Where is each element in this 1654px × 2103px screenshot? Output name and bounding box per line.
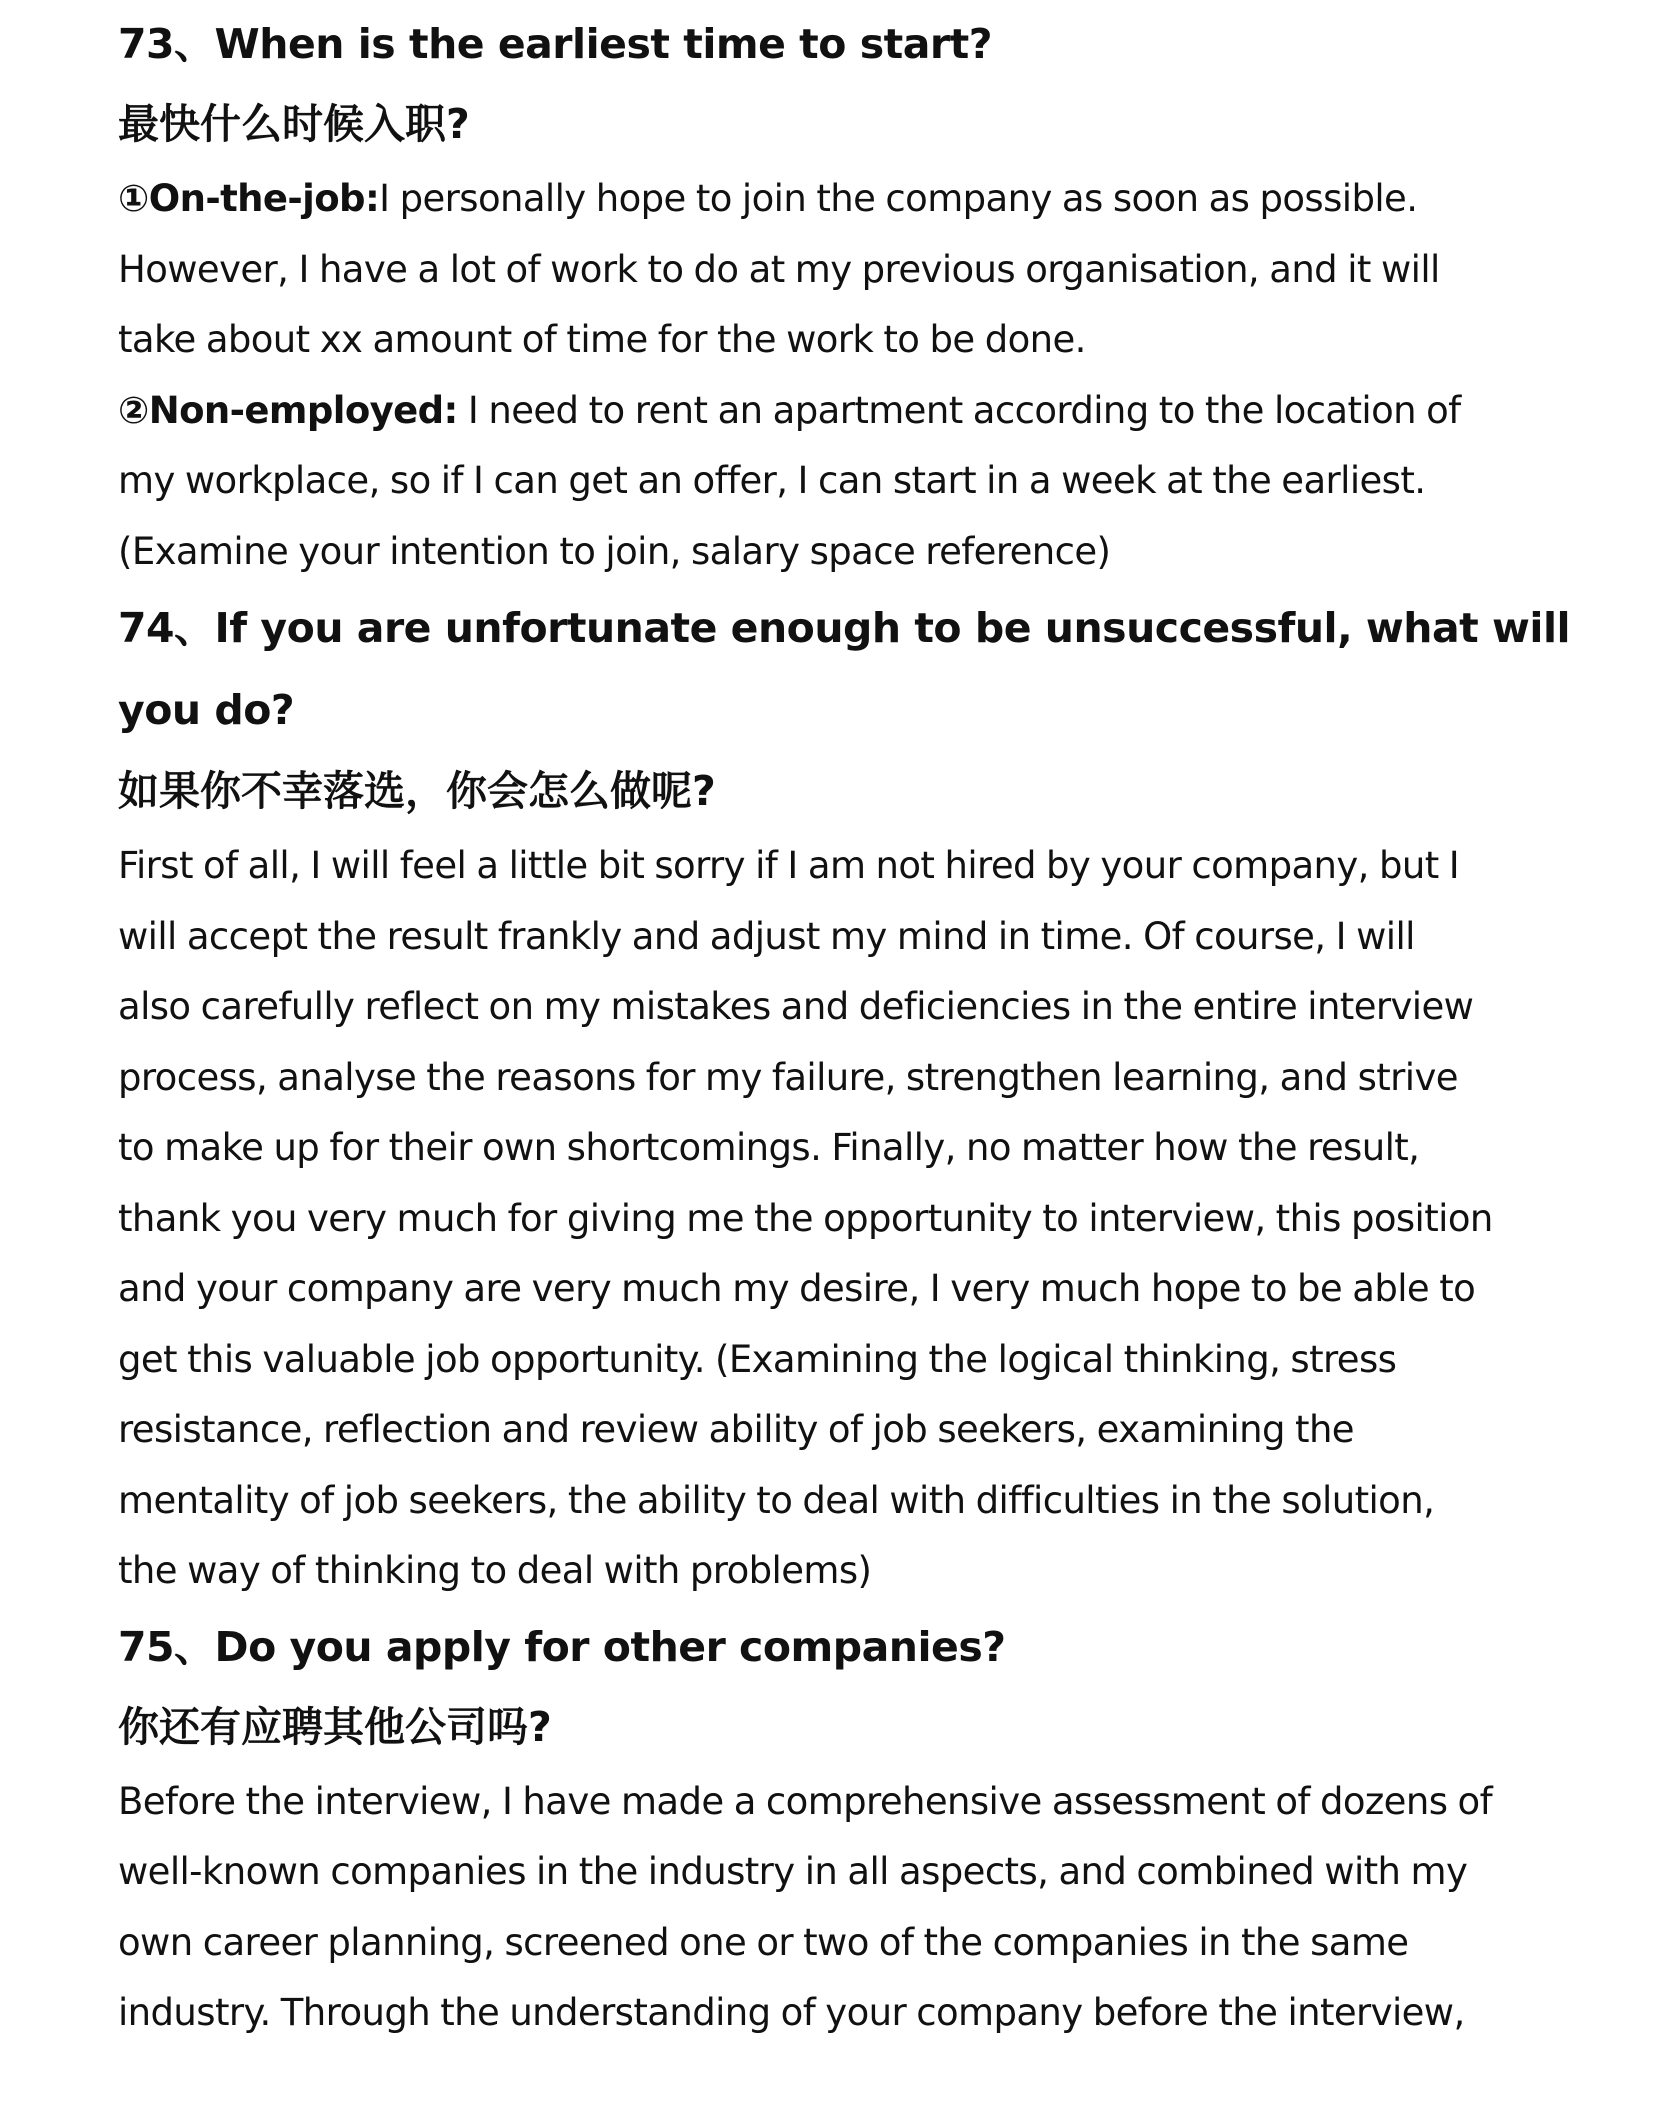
title-line: 74、If you are unfortunate enough to be unsuccessful, what will	[118, 604, 1571, 652]
answer-line: However, I have a lot of work to do at my previous organisation, and it will	[118, 247, 1440, 291]
answer-line: ②Non-employed: I need to rent an apartment according to the location of	[118, 388, 1461, 432]
answer-line: (Examine your intention to join, salary space reference)	[118, 529, 1111, 573]
question-title: 75、Do you apply for other companies?	[118, 1622, 1006, 1671]
answer-line: resistance, reflection and review ability of job seekers, examining the	[118, 1408, 1354, 1451]
answer-on-the-job	[118, 164, 1558, 376]
answer-line: mentality of job seekers, the ability to deal with difficulties in the solution,	[118, 1478, 1435, 1522]
answer-line: get this valuable job opportunity. (Examining the logical thinking, stress	[118, 1337, 1397, 1381]
answer-non-employed	[118, 376, 1558, 588]
answer-line: thank you very much for giving me the opportunity to interview, this position	[118, 1196, 1493, 1240]
answer-line: First of all, I will feel a little bit sorry if I am not hired by your company, but I	[118, 844, 1460, 887]
answer-label: ①On-the-job:	[118, 177, 380, 220]
question-74	[118, 587, 1571, 1607]
answer-line: process, analyse the reasons for my failure, strengthen learning, and strive	[118, 1055, 1458, 1099]
answer-line: my workplace, so if I can get an offer, I can start in a week at the earliest.	[118, 459, 1426, 502]
question-75	[118, 1607, 1558, 2049]
answer-label: ②Non-employed:	[118, 388, 458, 432]
question-title-chinese: 如果你不幸落选，你会怎么做呢?	[118, 767, 716, 815]
question-title: 73、When is the earliest time to start?	[118, 20, 992, 68]
question-title-chinese: 你还有应聘其他公司吗?	[118, 1702, 552, 1751]
answer-line: also carefully reflect on my mistakes and deficiencies in the entire interview	[118, 985, 1474, 1028]
answer-line: well-known companies in the industry in all aspects, and combined with my	[118, 1850, 1468, 1893]
answer-line: ①On-the-job:I personally hope to join the company as soon as possible.	[118, 177, 1418, 220]
answer-line: own career planning, screened one or two of the companies in the same	[118, 1920, 1409, 1964]
title-line: you do?	[118, 686, 295, 734]
question-title	[118, 587, 1571, 751]
answer-body	[118, 1767, 1558, 2049]
answer-line: the way of thinking to deal with problems)	[118, 1549, 872, 1592]
answer-line: industry. Through the understanding of your company before the interview,	[118, 1991, 1465, 2034]
question-73	[118, 4, 1558, 587]
answer-line: Before the interview, I have made a comprehensive assessment of dozens of	[118, 1779, 1493, 1823]
answer-line: to make up for their own shortcomings. Finally, no matter how the result,	[118, 1126, 1420, 1169]
answer-line: take about xx amount of time for the work to be done.	[118, 318, 1086, 361]
answer-body	[118, 831, 1558, 1607]
document-page	[118, 4, 1571, 2049]
question-title-chinese: 最快什么时候入职?	[118, 100, 470, 148]
answer-line: and your company are very much my desire, I very much hope to be able to	[118, 1267, 1476, 1310]
answer-line: will accept the result frankly and adjust my mind in time. Of course, I will	[118, 914, 1415, 958]
